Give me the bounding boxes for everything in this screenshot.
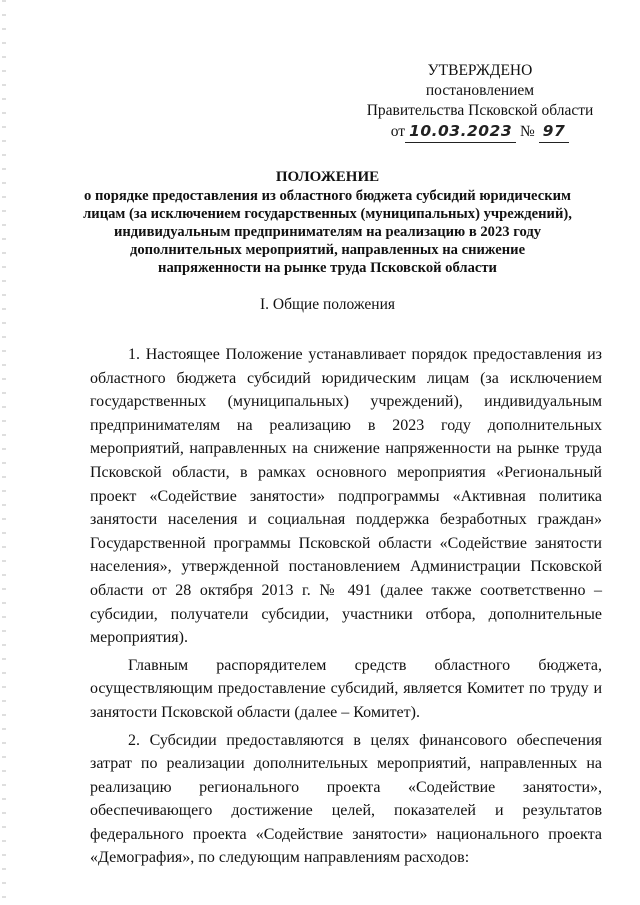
document-title [60,168,595,277]
section-heading: I. Общие положения [259,296,396,313]
paragraph: 1. Настоящее Положение устанавливает порядок предоставления из областного бюджета субсидий юридическим лицам (за исключением государственных (муниципальных) учреждений), индивидуальным предпринимателям на реализацию в 2023 году дополнительных мероприятий, направленных на снижение напряженности на рынке труда Псковской области, в рамках основного мероприятия «Региональный проект «Содействие занятости» подпрограммы «Активная политика занятости населения и социальная поддержка безработных граждан» Государственной программы Псковской области «Содействие занятости населения», утвержденной постановлением Администрации Псковской области от 28 октября 2013 г. № 491 (далее также соответственно – субсидии, получатели субсидии, участники отбора, дополнительные мероприятия). [90,346,602,647]
approval-date-row [360,121,600,143]
approval-decree-label: постановлением [425,82,535,99]
approval-heading: УТВЕРЖДЕНО [427,62,533,79]
approval-number-handwritten: 97 [542,122,566,140]
paragraph: Главным распорядителем средств областного бюджета, осуществляющим предоставление субсидий, является Комитет по труду и занятости Псковской области (далее – Комитет). [90,656,602,721]
approval-stamp [360,61,600,143]
approval-from-label: от [390,123,406,140]
approval-number-label: № [520,123,535,140]
title-line: индивидуальным предпринимателям на реализацию в 2023 году [113,224,542,240]
title-line: о порядке предоставления из областного бюджета субсидий юридическим [84,188,571,204]
paragraph: 2. Субсидии предоставляются в целях финансового обеспечения затрат по реализации дополнительных мероприятий, направленных на реализацию регионального проекта «Содействие занятости», обеспечивающего достижение целей, показателей и результатов федерального проекта «Содействие занятости» национального проекта «Демография», по следующим направлениям расходов: [90,731,602,867]
document-body [90,343,602,870]
title-line: дополнительных мероприятий, направленных на снижение [129,242,526,258]
approval-date-handwritten: 10.03.2023 [409,122,513,140]
title-line: лицам (за исключением государственных (муниципальных) учреждений), [83,206,572,222]
title-line: напряженности на рынке труда Псковской области [158,260,497,276]
approval-government: Правительства Псковской области [366,102,594,119]
title-main: ПОЛОЖЕНИЕ [275,169,380,185]
scan-edge-marks [2,0,6,905]
